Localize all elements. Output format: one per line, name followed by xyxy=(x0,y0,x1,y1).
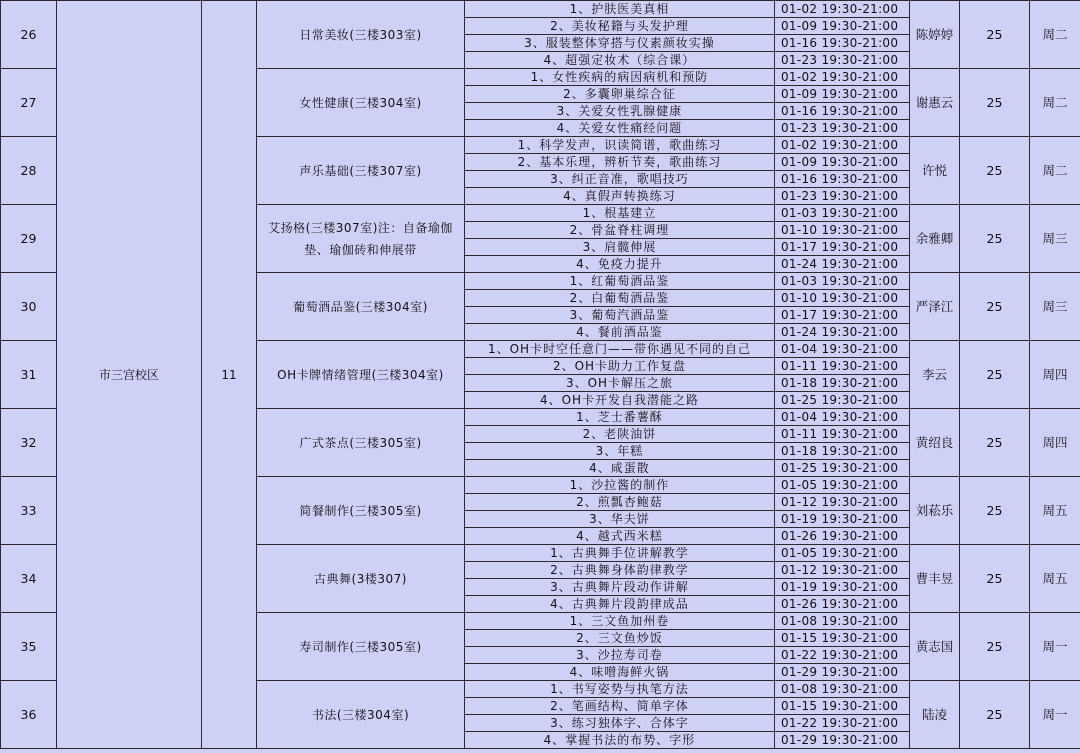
lesson-time: 01-05 19:30-21:00 xyxy=(775,477,910,494)
lesson-time: 01-19 19:30-21:00 xyxy=(775,579,910,596)
lesson-title: 2、笔画结构、简单字体 xyxy=(465,698,775,715)
capacity: 25 xyxy=(960,1,1030,69)
lesson-title: 2、煎瓢杏鲍菇 xyxy=(465,494,775,511)
lesson-title: 4、OH卡开发自我潜能之路 xyxy=(465,392,775,409)
lesson-time: 01-02 19:30-21:00 xyxy=(775,1,910,18)
course-number: 29 xyxy=(1,205,57,273)
teacher-name: 陈婷婷 xyxy=(910,1,960,69)
course-name: 葡萄酒品鉴(三楼304室) xyxy=(257,273,465,341)
capacity: 25 xyxy=(960,137,1030,205)
lesson-title: 4、餐前酒品鉴 xyxy=(465,324,775,341)
lesson-time: 01-09 19:30-21:00 xyxy=(775,86,910,103)
lesson-time: 01-02 19:30-21:00 xyxy=(775,69,910,86)
weekday: 周二 xyxy=(1030,1,1080,69)
capacity: 25 xyxy=(960,273,1030,341)
course-name: 日常美妆(三楼303室) xyxy=(257,1,465,69)
lesson-time: 01-10 19:30-21:00 xyxy=(775,290,910,307)
weekday: 周三 xyxy=(1030,273,1080,341)
lesson-time: 01-23 19:30-21:00 xyxy=(775,120,910,137)
weekday: 周三 xyxy=(1030,205,1080,273)
lesson-time: 01-03 19:30-21:00 xyxy=(775,205,910,222)
course-name: 寿司制作(三楼305室) xyxy=(257,613,465,681)
teacher-name: 许悦 xyxy=(910,137,960,205)
lesson-time: 01-08 19:30-21:00 xyxy=(775,613,910,630)
lesson-title: 3、年糕 xyxy=(465,443,775,460)
course-number: 27 xyxy=(1,69,57,137)
lesson-time: 01-03 19:30-21:00 xyxy=(775,273,910,290)
lesson-title: 3、华夫饼 xyxy=(465,511,775,528)
lesson-time: 01-15 19:30-21:00 xyxy=(775,698,910,715)
weekday: 周五 xyxy=(1030,477,1080,545)
lesson-time: 01-04 19:30-21:00 xyxy=(775,341,910,358)
lesson-title: 1、女性疾病的病因病机和预防 xyxy=(465,69,775,86)
teacher-name: 李云 xyxy=(910,341,960,409)
teacher-name: 曹丰昱 xyxy=(910,545,960,613)
teacher-name: 余雅卿 xyxy=(910,205,960,273)
lesson-title: 4、关爱女性痛经问题 xyxy=(465,120,775,137)
lesson-time: 01-25 19:30-21:00 xyxy=(775,392,910,409)
teacher-name: 严泽江 xyxy=(910,273,960,341)
course-number: 34 xyxy=(1,545,57,613)
weekday: 周二 xyxy=(1030,69,1080,137)
weekday: 周四 xyxy=(1030,341,1080,409)
capacity: 25 xyxy=(960,477,1030,545)
lesson-title: 1、根基建立 xyxy=(465,205,775,222)
lesson-time: 01-04 19:30-21:00 xyxy=(775,409,910,426)
lesson-time: 01-16 19:30-21:00 xyxy=(775,103,910,120)
course-name: 简餐制作(三楼305室) xyxy=(257,477,465,545)
capacity: 25 xyxy=(960,681,1030,749)
capacity: 25 xyxy=(960,545,1030,613)
lesson-title: 2、骨盆脊柱调理 xyxy=(465,222,775,239)
capacity: 25 xyxy=(960,205,1030,273)
lesson-title: 3、练习独体字、合体字 xyxy=(465,715,775,732)
lesson-title: 3、OH卡解压之旅 xyxy=(465,375,775,392)
lesson-title: 1、沙拉酱的制作 xyxy=(465,477,775,494)
capacity: 25 xyxy=(960,409,1030,477)
course-name: OH卡牌情绪管理(三楼304室) xyxy=(257,341,465,409)
lesson-time: 01-16 19:30-21:00 xyxy=(775,171,910,188)
lesson-time: 01-26 19:30-21:00 xyxy=(775,596,910,613)
course-number: 26 xyxy=(1,1,57,69)
lesson-time: 01-23 19:30-21:00 xyxy=(775,52,910,69)
lesson-time: 01-11 19:30-21:00 xyxy=(775,426,910,443)
course-name: 书法(三楼304室) xyxy=(257,681,465,749)
lesson-time: 01-23 19:30-21:00 xyxy=(775,188,910,205)
lesson-title: 1、书写姿势与执笔方法 xyxy=(465,681,775,698)
lesson-time: 01-24 19:30-21:00 xyxy=(775,256,910,273)
lesson-title: 1、护肤医美真相 xyxy=(465,1,775,18)
teacher-name: 黄绍良 xyxy=(910,409,960,477)
lesson-title: 1、芝士番薯酥 xyxy=(465,409,775,426)
lesson-time: 01-19 19:30-21:00 xyxy=(775,511,910,528)
lesson-title: 2、OH卡助力工作复盘 xyxy=(465,358,775,375)
lesson-title: 4、古典舞片段韵律成品 xyxy=(465,596,775,613)
lesson-time: 01-09 19:30-21:00 xyxy=(775,18,910,35)
campus-name: 市三宫校区 xyxy=(57,1,202,749)
lesson-title: 1、三文鱼加州卷 xyxy=(465,613,775,630)
teacher-name: 陆凌 xyxy=(910,681,960,749)
lesson-title: 1、OH卡时空任意门——带你遇见不同的自己 xyxy=(465,341,775,358)
lesson-time: 01-18 19:30-21:00 xyxy=(775,375,910,392)
table-row xyxy=(1,1,1080,18)
weekday: 周二 xyxy=(1030,137,1080,205)
lesson-time: 01-17 19:30-21:00 xyxy=(775,307,910,324)
teacher-name: 黄志国 xyxy=(910,613,960,681)
campus-code: 11 xyxy=(202,1,257,749)
lesson-title: 1、科学发声，识读简谱，歌曲练习 xyxy=(465,137,775,154)
teacher-name: 谢惠云 xyxy=(910,69,960,137)
lesson-title: 2、古典舞身体韵律教学 xyxy=(465,562,775,579)
course-number: 30 xyxy=(1,273,57,341)
lesson-title: 3、沙拉寿司卷 xyxy=(465,647,775,664)
lesson-time: 01-22 19:30-21:00 xyxy=(775,647,910,664)
lesson-title: 2、基本乐理，辨析节奏，歌曲练习 xyxy=(465,154,775,171)
lesson-time: 01-12 19:30-21:00 xyxy=(775,494,910,511)
course-number: 28 xyxy=(1,137,57,205)
lesson-title: 4、越式西米糕 xyxy=(465,528,775,545)
lesson-title: 4、掌握书法的布势、字形 xyxy=(465,732,775,749)
course-number: 33 xyxy=(1,477,57,545)
lesson-time: 01-12 19:30-21:00 xyxy=(775,562,910,579)
course-number: 36 xyxy=(1,681,57,749)
lesson-time: 01-25 19:30-21:00 xyxy=(775,460,910,477)
course-name: 艾扬格(三楼307室)注：自备瑜伽垫、瑜伽砖和伸展带 xyxy=(257,205,465,273)
course-name: 广式茶点(三楼305室) xyxy=(257,409,465,477)
weekday: 周五 xyxy=(1030,545,1080,613)
teacher-name: 刘菘乐 xyxy=(910,477,960,545)
lesson-title: 2、美妆秘籍与头发护理 xyxy=(465,18,775,35)
lesson-title: 3、纠正音准，歌唱技巧 xyxy=(465,171,775,188)
lesson-time: 01-22 19:30-21:00 xyxy=(775,715,910,732)
lesson-time: 01-29 19:30-21:00 xyxy=(775,732,910,749)
lesson-title: 4、真假声转换练习 xyxy=(465,188,775,205)
lesson-title: 4、味噌海鲜火锅 xyxy=(465,664,775,681)
lesson-title: 3、服装整体穿搭与仪素颜妆实操 xyxy=(465,35,775,52)
lesson-title: 3、古典舞片段动作讲解 xyxy=(465,579,775,596)
lesson-title: 3、关爱女性乳腺健康 xyxy=(465,103,775,120)
lesson-title: 2、老陕油饼 xyxy=(465,426,775,443)
course-name: 声乐基础(三楼307室) xyxy=(257,137,465,205)
lesson-title: 3、肩髋伸展 xyxy=(465,239,775,256)
lesson-title: 4、咸蛋散 xyxy=(465,460,775,477)
lesson-time: 01-15 19:30-21:00 xyxy=(775,630,910,647)
lesson-time: 01-11 19:30-21:00 xyxy=(775,358,910,375)
course-name: 女性健康(三楼304室) xyxy=(257,69,465,137)
lesson-title: 2、多囊卵巢综合征 xyxy=(465,86,775,103)
lesson-time: 01-05 19:30-21:00 xyxy=(775,545,910,562)
lesson-time: 01-24 19:30-21:00 xyxy=(775,324,910,341)
course-number: 35 xyxy=(1,613,57,681)
lesson-title: 1、古典舞手位讲解教学 xyxy=(465,545,775,562)
capacity: 25 xyxy=(960,341,1030,409)
course-number: 31 xyxy=(1,341,57,409)
lesson-time: 01-17 19:30-21:00 xyxy=(775,239,910,256)
weekday: 周一 xyxy=(1030,681,1080,749)
course-number: 32 xyxy=(1,409,57,477)
capacity: 25 xyxy=(960,613,1030,681)
capacity: 25 xyxy=(960,69,1030,137)
lesson-time: 01-16 19:30-21:00 xyxy=(775,35,910,52)
lesson-title: 2、三文鱼炒饭 xyxy=(465,630,775,647)
weekday: 周一 xyxy=(1030,613,1080,681)
lesson-time: 01-08 19:30-21:00 xyxy=(775,681,910,698)
lesson-time: 01-10 19:30-21:00 xyxy=(775,222,910,239)
lesson-title: 4、免疫力提升 xyxy=(465,256,775,273)
weekday: 周四 xyxy=(1030,409,1080,477)
lesson-title: 3、葡萄汽酒品鉴 xyxy=(465,307,775,324)
schedule-body xyxy=(1,1,1080,749)
lesson-title: 2、白葡萄酒品鉴 xyxy=(465,290,775,307)
lesson-title: 1、红葡萄酒品鉴 xyxy=(465,273,775,290)
lesson-time: 01-02 19:30-21:00 xyxy=(775,137,910,154)
lesson-time: 01-18 19:30-21:00 xyxy=(775,443,910,460)
lesson-time: 01-26 19:30-21:00 xyxy=(775,528,910,545)
lesson-title: 4、超强定妆术（综合课） xyxy=(465,52,775,69)
course-name: 古典舞(3楼307) xyxy=(257,545,465,613)
lesson-time: 01-09 19:30-21:00 xyxy=(775,154,910,171)
lesson-time: 01-29 19:30-21:00 xyxy=(775,664,910,681)
